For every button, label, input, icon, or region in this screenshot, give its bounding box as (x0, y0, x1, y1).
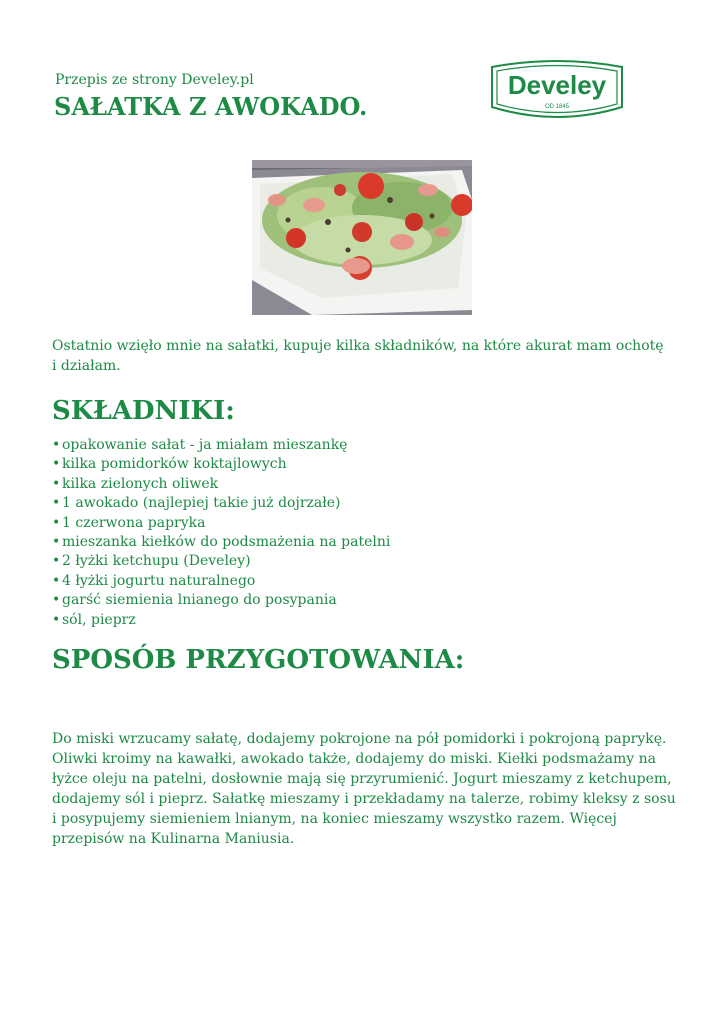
ingredient-text: 4 łyżki jogurtu naturalnego (62, 572, 256, 589)
ingredient-text: garść siemienia lnianego do posypania (62, 592, 337, 609)
list-item (52, 475, 390, 494)
list-item (52, 494, 390, 513)
ingredient-text: kilka zielonych oliwek (62, 475, 219, 492)
list-item (52, 611, 390, 630)
bullet-icon: • (52, 514, 61, 531)
list-item (52, 572, 390, 591)
list-item (52, 436, 390, 455)
method-paragraph: Do miski wrzucamy sałatę, dodajemy pokrojone na pół pomidorki i pokrojoną paprykę. Oliwki kroimy na kawałki, awokado także, dodajemy do miski. Kiełki podsmażamy na łyżce oleju na patelni, dosłownie mają się przyrumienić. Jogurt mieszamy z ketchupem, dodajemy sól i pieprz. Sałatkę mieszamy i przekładamy na talerze, robimy kleksy z sosu i posypujemy siemieniem lnianym, na koniec mieszamy wszystko razem. Więcej przepisów na Kulinarna Maniusia. (52, 731, 676, 847)
ingredient-text: 1 czerwona papryka (62, 514, 206, 531)
list-item (52, 514, 390, 533)
bullet-icon: • (52, 495, 61, 512)
bullet-icon: • (52, 611, 61, 628)
bullet-icon: • (52, 437, 61, 453)
ingredients-heading: SKŁADNIKI: (52, 396, 235, 426)
ingredient-text: mieszanka kiełków do podsmażenia na patelni (62, 534, 391, 551)
ingredient-text: opakowanie sałat - ja miałam mieszankę (62, 437, 348, 453)
method-heading: SPOSÓB PRZYGOTOWANIA: (52, 645, 465, 675)
recipe-title: SAŁATKA Z AWOKADO. (54, 92, 368, 121)
bullet-icon: • (52, 456, 61, 473)
intro-paragraph: Ostatnio wzięło mnie na sałatki, kupuje kilka składników, na które akurat mam ochotę i działam. (52, 338, 664, 374)
logo-wordmark: Develey (507, 70, 607, 100)
salad-photo (252, 160, 472, 315)
list-item (52, 552, 390, 571)
bullet-icon: • (52, 572, 61, 589)
ingredient-text: sól, pieprz (62, 611, 136, 628)
source-line: Przepis ze strony Develey.pl (55, 72, 254, 88)
list-item (52, 591, 390, 610)
bullet-icon: • (52, 592, 61, 609)
bullet-icon: • (52, 475, 61, 492)
list-item (52, 455, 390, 474)
develey-logo (488, 57, 626, 123)
bullet-icon: • (52, 534, 61, 551)
list-item (52, 533, 390, 552)
ingredient-text: 2 łyżki ketchupu (Develey) (62, 553, 251, 570)
bullet-icon: • (52, 553, 61, 570)
ingredient-text: kilka pomidorków koktajlowych (62, 456, 287, 473)
logo-since: OD 1845 (544, 104, 570, 110)
ingredients-list (52, 436, 390, 630)
ingredient-text: 1 awokado (najlepiej takie już dojrzałe) (62, 495, 341, 512)
